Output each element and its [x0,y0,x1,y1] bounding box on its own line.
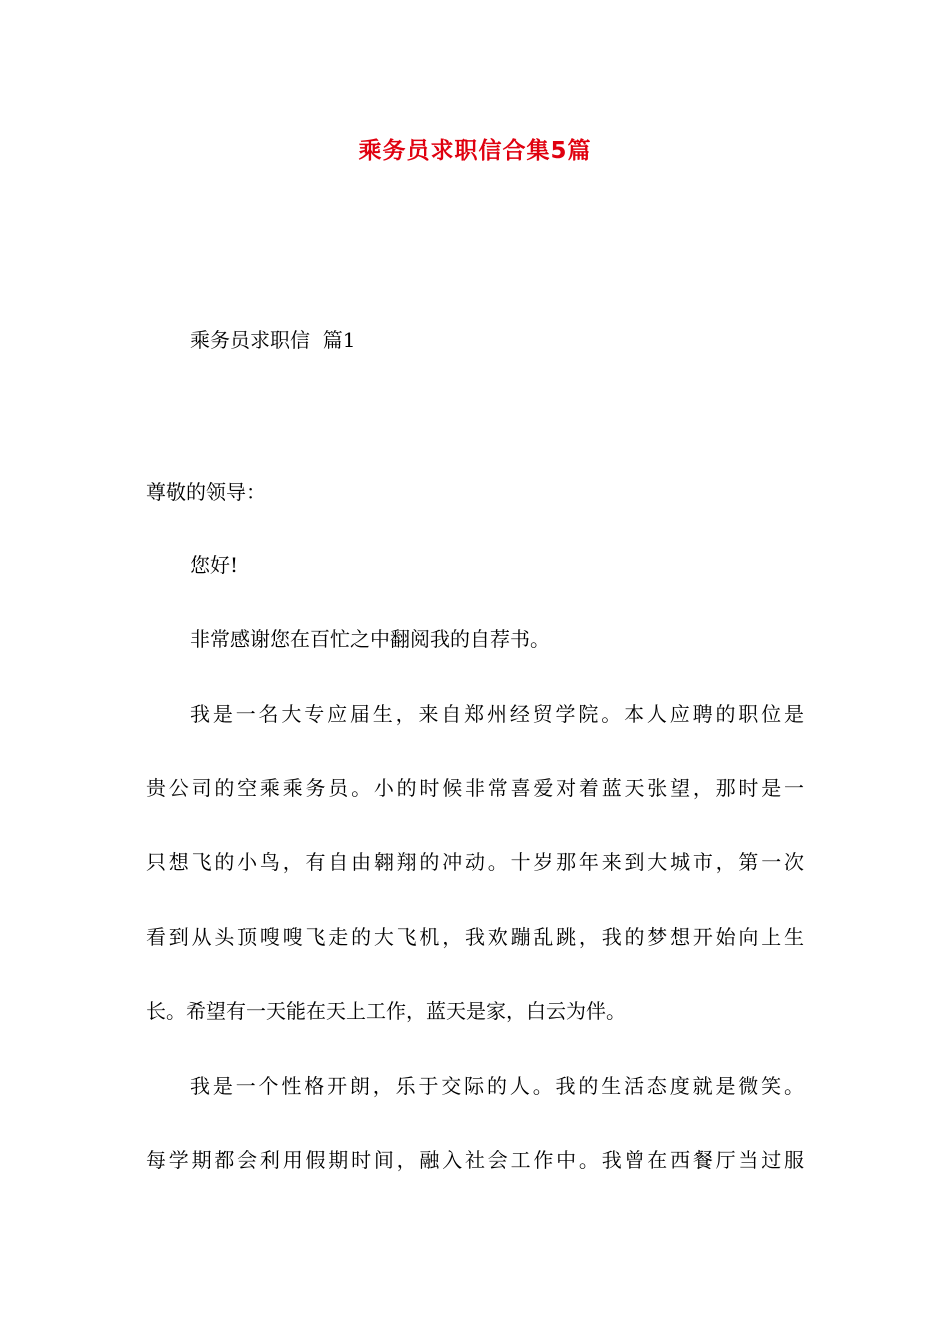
paragraph-line: 每学期都会利用假期时间，融入社会工作中。我曾在西餐厅当过服 [146,1148,804,1172]
paragraph-line: 看到从头顶嗖嗖飞走的大飞机，我欢蹦乱跳，我的梦想开始向上生 [146,925,804,949]
document-title: 乘务员求职信合集5篇 [358,138,592,164]
paragraph-line: 非常感谢您在百忙之中翻阅我的自荐书。 [190,627,550,651]
paragraph-line: 我是一名大专应届生，来自郑州经贸学院。本人应聘的职位是 [190,702,804,726]
paragraph-line: 贵公司的空乘乘务员。小的时候非常喜爱对着蓝天张望，那时是一 [146,776,804,800]
section-heading: 乘务员求职信 篇1 [190,328,356,352]
greeting: 您好! [190,553,239,577]
salutation: 尊敬的领导： [146,480,266,504]
paragraph-line: 我是一个性格开朗，乐于交际的人。我的生活态度就是微笑。 [190,1074,804,1098]
paragraph-line: 长。希望有一天能在天上工作，蓝天是家，白云为伴。 [146,999,626,1023]
paragraph-line: 只想飞的小鸟，有自由翱翔的冲动。十岁那年来到大城市，第一次 [146,850,804,874]
